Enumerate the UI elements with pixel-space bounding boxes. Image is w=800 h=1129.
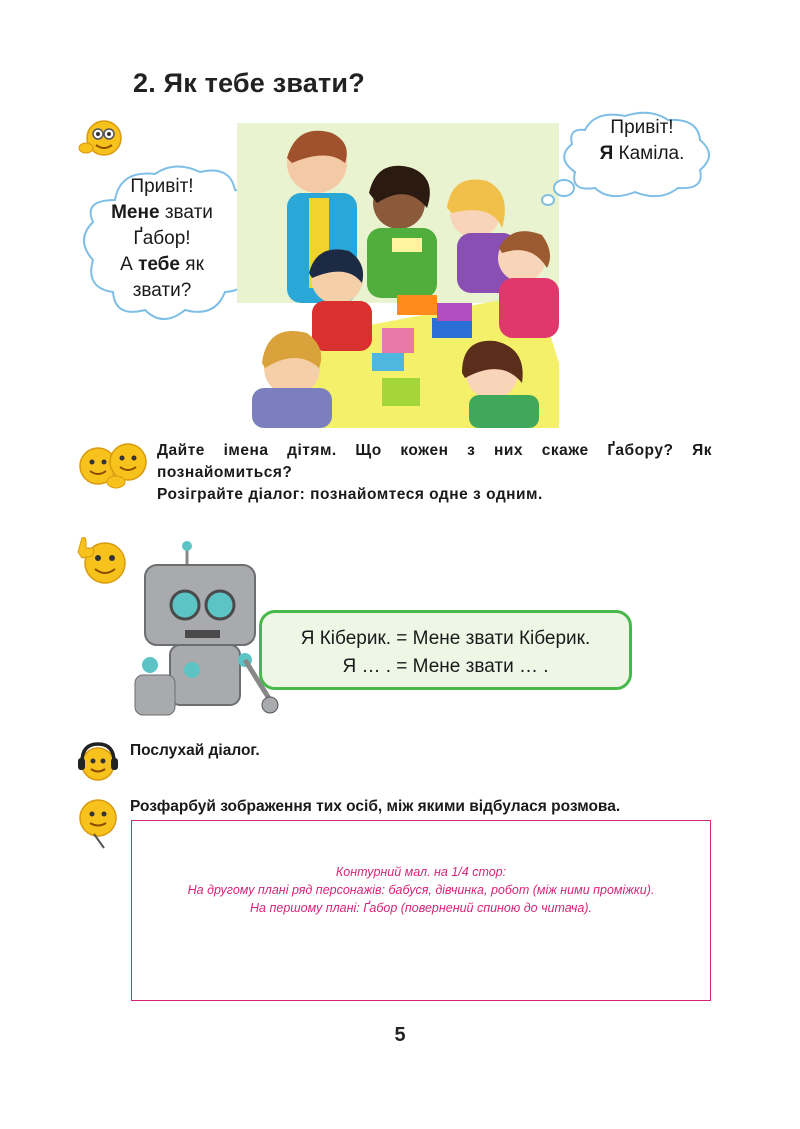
bubble-line: звати? xyxy=(132,280,192,301)
bubble-line xyxy=(92,200,232,226)
bubble-word: Каміла. xyxy=(613,143,685,164)
task3-instruction: Розфарбуй зображення тих осіб, між якими відбулася розмова. xyxy=(130,798,621,815)
page-number: 5 xyxy=(394,1024,406,1046)
bubble-line: Ґабор! xyxy=(133,228,191,249)
bubble-line xyxy=(583,141,701,167)
phrase-line-2: Я … . = Мене звати … . xyxy=(342,656,549,677)
bubble-word: звати xyxy=(159,202,213,223)
bubble-line: Привіт! xyxy=(130,176,194,197)
task1-line2: Розіграйте діалог: познайомтеся одне з одним. xyxy=(157,486,543,503)
drawing-placeholder-box xyxy=(131,820,711,1001)
placeholder-line-3: На першому плані: Ґабор (повернений спиною до читача). xyxy=(250,901,592,915)
pencil-smiley-icon xyxy=(76,796,122,850)
glasses-smiley-icon xyxy=(76,116,124,162)
task1-instructions xyxy=(157,440,712,506)
bubble-line xyxy=(92,252,232,278)
bubble-line: Привіт! xyxy=(610,117,674,138)
headphones-smiley-icon xyxy=(76,740,120,784)
right-bubble-text xyxy=(583,115,701,167)
placeholder-line-2: На другому плані ряд персонажів: бабуся, дівчинка, робот (між ними проміжки). xyxy=(187,883,655,897)
thumbs-up-smiley-icon xyxy=(72,532,132,587)
bubble-bold-word: тебе xyxy=(138,254,180,275)
page-title: 2. Як тебе звати? xyxy=(133,68,365,98)
placeholder-text xyxy=(132,863,710,917)
bubble-word: як xyxy=(180,254,204,275)
left-bubble-text xyxy=(92,174,232,304)
phrase-line-1: Я Кіберик. = Мене звати Кіберик. xyxy=(300,628,591,649)
bubble-word: А xyxy=(120,254,139,275)
task1-line1: Дайте імена дітям. Що кожен з них скаже Ґабору? Як познайомиться? xyxy=(157,442,712,481)
bubble-bold-word: Мене xyxy=(111,202,160,223)
task2-instruction: Послухай діалог. xyxy=(130,742,260,759)
bubble-bold-word: Я xyxy=(599,143,614,164)
placeholder-line-1: Контурний мал. на 1/4 стор: xyxy=(335,865,507,879)
robot-phrase-box xyxy=(259,610,632,690)
children-illustration xyxy=(237,123,559,428)
two-smileys-icon xyxy=(76,440,156,490)
